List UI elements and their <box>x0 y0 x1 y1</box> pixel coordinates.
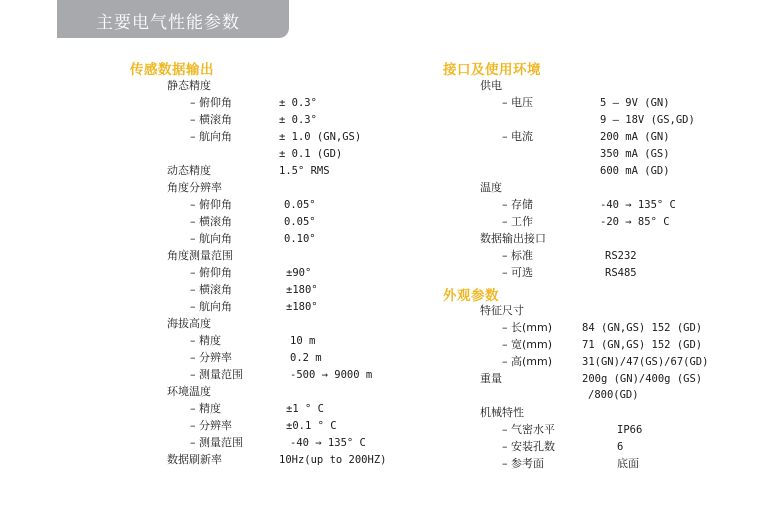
refresh-rate-value: 10Hz(up to 200HZ) <box>279 454 387 466</box>
altitude-accuracy-value: 10 m <box>290 335 316 347</box>
altitude-resolution-value: 0.2 m <box>290 352 322 364</box>
interface-env-heading: 接口及使用环境 <box>443 62 541 78</box>
dynamic-accuracy-value: 1.5° RMS <box>279 165 330 177</box>
altitude-range-value: -500 → 9000 m <box>290 369 373 381</box>
weight-value: 200g (GN)/400g (GS) <box>582 373 703 385</box>
static-pitch-label: – 俯仰角 <box>190 96 232 109</box>
refresh-rate-label: 数据刷新率 <box>167 453 222 466</box>
altitude-label: 海拔高度 <box>167 317 211 330</box>
range-pitch-label: – 俯仰角 <box>190 266 232 279</box>
temperature-label: 温度 <box>480 181 502 194</box>
mount-holes-value: 6 <box>617 441 624 453</box>
temp-range-value: -40 → 135° C <box>290 437 366 449</box>
power-label: 供电 <box>480 79 502 92</box>
static-heading-label: – 航向角 <box>190 130 232 143</box>
resolution-pitch-value: 0.05° <box>284 199 316 211</box>
static-heading-value-gd: ± 0.1 (GD) <box>279 148 343 160</box>
static-heading-value: ± 1.0 (GN,GS) <box>279 131 362 143</box>
operating-value: -20 → 85° C <box>600 216 670 228</box>
reference-surface-label: – 参考面 <box>502 457 544 470</box>
temp-accuracy-label: – 精度 <box>190 402 221 415</box>
range-roll-label: – 横滚角 <box>190 283 232 296</box>
temp-resolution-value: ±0.1 ° C <box>286 420 337 432</box>
static-roll-label: – 横滚角 <box>190 113 232 126</box>
altitude-accuracy-label: – 精度 <box>190 334 221 347</box>
temp-resolution-label: – 分辨率 <box>190 419 232 432</box>
length-label: – 长(mm) <box>502 321 553 334</box>
static-pitch-value: ± 0.3° <box>279 97 317 109</box>
resolution-heading-value: 0.10° <box>284 233 316 245</box>
resolution-roll-label: – 横滚角 <box>190 215 232 228</box>
range-pitch-value: ±90° <box>286 267 312 279</box>
height-label: – 高(mm) <box>502 355 553 368</box>
width-value: 71 (GN,GS) 152 (GD) <box>582 339 703 351</box>
output-interface-label: 数据输出接口 <box>480 232 546 245</box>
temp-range-label: – 测量范围 <box>190 436 243 449</box>
angle-range-label: 角度测量范围 <box>167 249 233 262</box>
current-value-gs: 350 mA (GS) <box>600 148 670 160</box>
standard-label: – 标准 <box>502 249 533 262</box>
voltage-value-gn: 5 – 9V (GN) <box>600 97 670 109</box>
altitude-range-label: – 测量范围 <box>190 368 243 381</box>
operating-label: – 工作 <box>502 215 533 228</box>
resolution-pitch-label: – 俯仰角 <box>190 198 232 211</box>
width-label: – 宽(mm) <box>502 338 553 351</box>
resolution-roll-value: 0.05° <box>284 216 316 228</box>
static-roll-value: ± 0.3° <box>279 114 317 126</box>
mount-holes-label: – 安装孔数 <box>502 440 555 453</box>
standard-value: RS232 <box>605 250 637 262</box>
title-bar <box>57 0 289 38</box>
reference-surface-value: 底面 <box>617 457 639 470</box>
sensor-output-heading: 传感数据输出 <box>130 62 214 78</box>
length-value: 84 (GN,GS) 152 (GD) <box>582 322 703 334</box>
mechanical-label: 机械特性 <box>480 406 524 419</box>
optional-value: RS485 <box>605 267 637 279</box>
page-title: 主要电气性能参数 <box>96 13 240 33</box>
ambient-temp-label: 环境温度 <box>167 385 211 398</box>
height-value: 31(GN)/47(GS)/67(GD) <box>582 356 709 368</box>
range-heading-value: ±180° <box>286 301 318 313</box>
static-accuracy-label: 静态精度 <box>167 79 211 92</box>
weight-value-gd: /800(GD) <box>588 389 639 401</box>
dimensions-label: 特征尺寸 <box>480 304 524 317</box>
optional-label: – 可选 <box>502 266 533 279</box>
sealing-label: – 气密水平 <box>502 423 555 436</box>
current-value-gd: 600 mA (GD) <box>600 165 670 177</box>
temp-accuracy-value: ±1 ° C <box>286 403 324 415</box>
angle-resolution-label: 角度分辨率 <box>167 181 222 194</box>
storage-value: -40 → 135° C <box>600 199 676 211</box>
voltage-value-gs-gd: 9 – 18V (GS,GD) <box>600 114 695 126</box>
appearance-heading: 外观参数 <box>443 288 499 304</box>
range-heading-label: – 航向角 <box>190 300 232 313</box>
dynamic-accuracy-label: 动态精度 <box>167 164 211 177</box>
weight-label: 重量 <box>480 372 502 385</box>
storage-label: – 存储 <box>502 198 533 211</box>
current-value-gn: 200 mA (GN) <box>600 131 670 143</box>
range-roll-value: ±180° <box>286 284 318 296</box>
altitude-resolution-label: – 分辨率 <box>190 351 232 364</box>
resolution-heading-label: – 航向角 <box>190 232 232 245</box>
current-label: – 电流 <box>502 130 533 143</box>
sealing-value: IP66 <box>617 424 643 436</box>
voltage-label: – 电压 <box>502 96 533 109</box>
